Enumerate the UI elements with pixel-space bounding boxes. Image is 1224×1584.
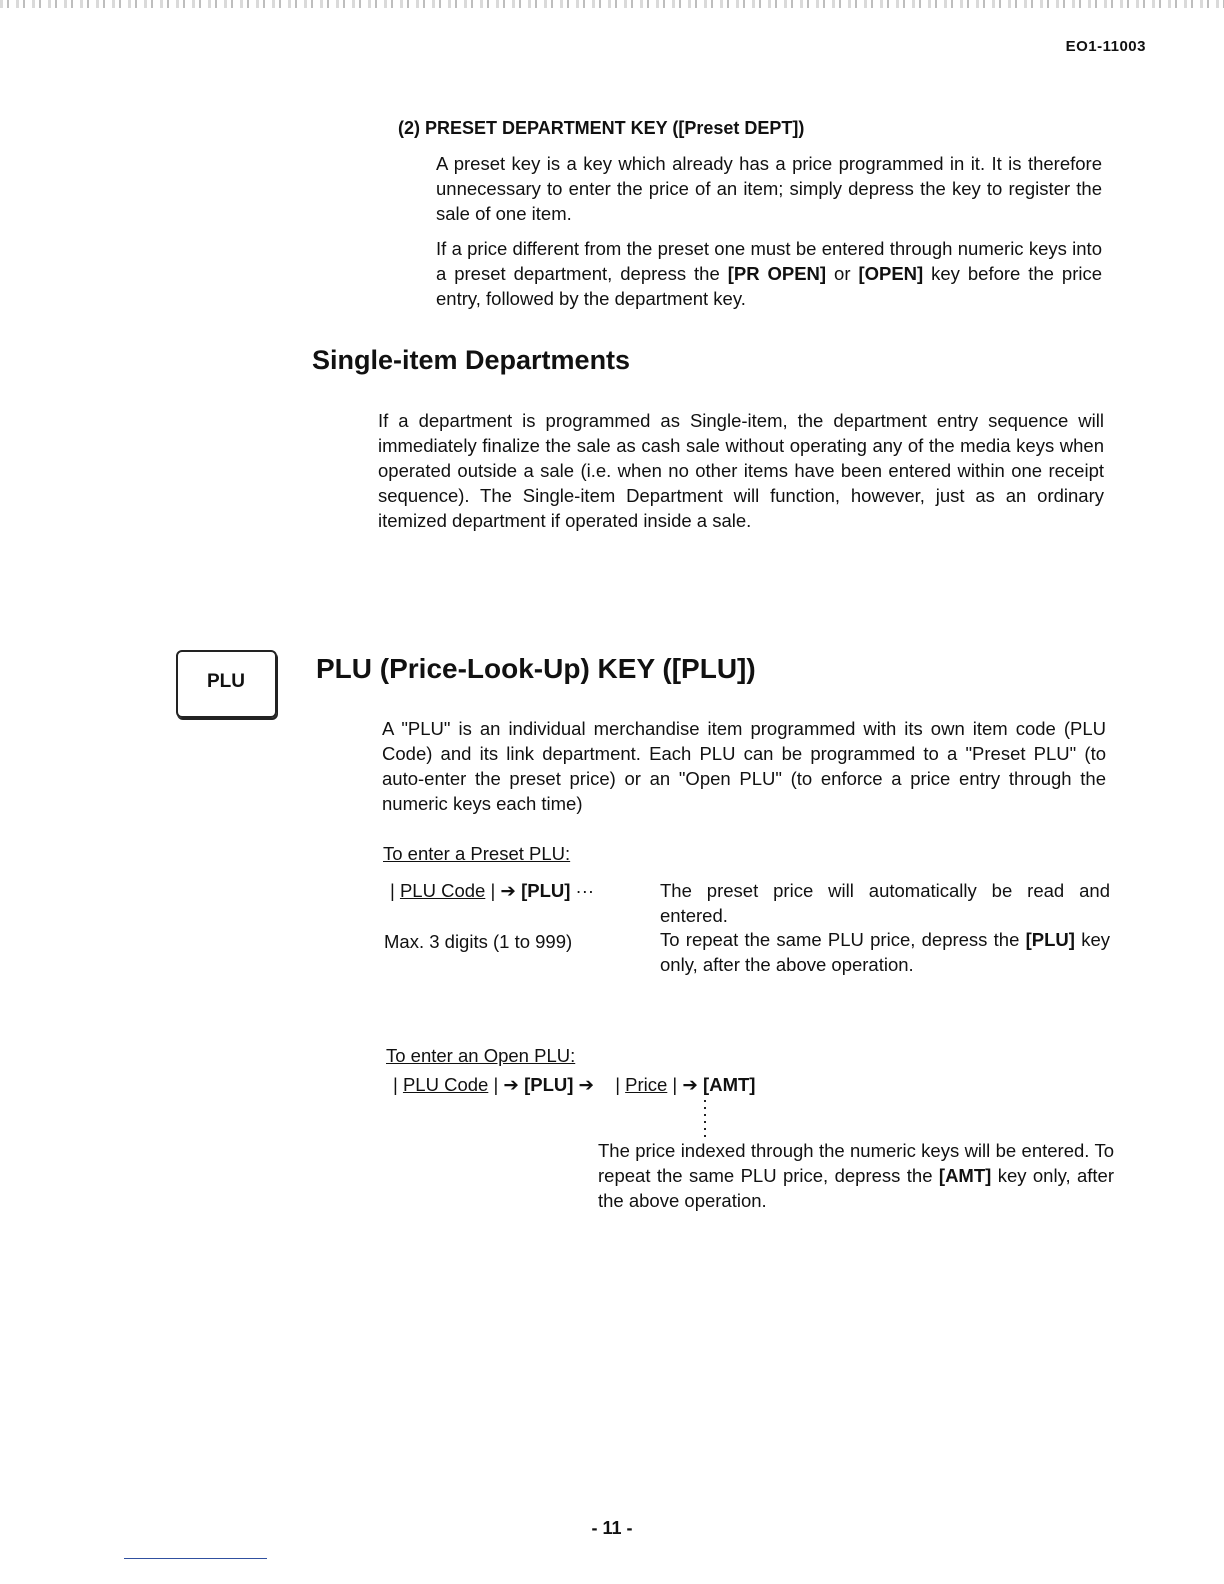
bar-glyph: | [667, 1074, 683, 1095]
bar-glyph: | [488, 1074, 504, 1095]
para-text: If a price different from the preset one must be entered through numeric keys into a preset department, depress the [436, 238, 1102, 284]
open-plu-label: To enter an Open PLU: [386, 1045, 576, 1066]
arrow-icon: ➔ [500, 880, 516, 901]
pr-open-key-ref: [PR OPEN] [727, 263, 827, 284]
bar-glyph: | [615, 1074, 626, 1095]
preset-dept-paragraph-1: A preset key is a key which already has a price programmed in it. It is therefore unnecessary to enter the price of an item; simply depress the key to register the sale of one item. [436, 153, 1102, 224]
plu-key-ref: [PLU] [521, 880, 571, 901]
open-key-ref: [OPEN] [858, 263, 924, 284]
amt-key-ref: [AMT] [703, 1074, 756, 1095]
note-text: key only, after the above operation. [598, 1165, 1114, 1211]
single-item-paragraph: If a department is programmed as Single-item, the department entry sequence will immediately finalize the sale as cash sale without operating any of the media keys when operated outside a sale (i.e. when no other items have been entered within one receipt sequence). The Single-item Department will function, however, just as an ordinary itemized department if operated inside a sale. [378, 410, 1104, 531]
preset-plu-description: The preset price will automatically be read and entered. [660, 880, 1110, 926]
price-entry: Price [625, 1074, 668, 1095]
para-text: key before the price entry, followed by the department key. [436, 263, 1103, 309]
bar-glyph: | [390, 880, 400, 901]
page-number: - 11 - [591, 1518, 633, 1538]
plu-code-entry: PLU Code [399, 880, 486, 901]
plu-key-ref: [PLU] [524, 1074, 574, 1095]
preset-dept-paragraph-2 [436, 236, 1102, 311]
scan-artifact [0, 0, 1224, 8]
open-plu-sequence [393, 1074, 755, 1096]
plu-key-ref: [PLU] [1025, 929, 1075, 950]
note-text: key only, after the above operation. [660, 929, 1110, 975]
arrow-icon: ➔ [682, 1074, 698, 1095]
plu-paragraph: A "PLU" is an individual merchandise item programmed with its own item code (PLU Code) and its link department. Each PLU can be programmed to a "Preset PLU" (to auto-enter the preset price) or an "Open PLU" (to enforce a price entry through the numeric keys each time) [382, 718, 1106, 814]
preset-plu-label: To enter a Preset PLU: [383, 843, 571, 864]
document-id: EO1-11003 [1065, 38, 1146, 55]
preset-dept-heading: (2) PRESET DEPARTMENT KEY ([Preset DEPT]) [398, 118, 805, 138]
bar-glyph: | [393, 1074, 403, 1095]
amt-key-ref: [AMT] [938, 1165, 992, 1186]
arrow-icon: ➔ [503, 1074, 519, 1095]
para-text: or [826, 263, 859, 284]
plu-code-entry: PLU Code [402, 1074, 489, 1095]
note-text: The price indexed through the numeric keys will be entered. To repeat the same PLU price, depress the [598, 1140, 1114, 1186]
continuation-dots: ··· [575, 880, 595, 901]
preset-plu-repeat-note [660, 927, 1110, 977]
open-plu-description [598, 1138, 1114, 1213]
max-digits-note: Max. 3 digits (1 to 999) [384, 931, 573, 952]
dotted-connector [704, 1100, 706, 1140]
note-text: To repeat the same PLU price, depress the [660, 929, 1026, 950]
preset-plu-sequence [390, 880, 594, 902]
single-item-heading: Single-item Departments [312, 345, 631, 375]
plu-key-icon [176, 650, 277, 718]
arrow-icon: ➔ [578, 1074, 595, 1095]
bottom-rule [124, 1558, 267, 1559]
bar-glyph: | [485, 880, 501, 901]
plu-key-label: PLU [207, 671, 245, 692]
plu-heading: PLU (Price-Look-Up) KEY ([PLU]) [316, 653, 756, 684]
